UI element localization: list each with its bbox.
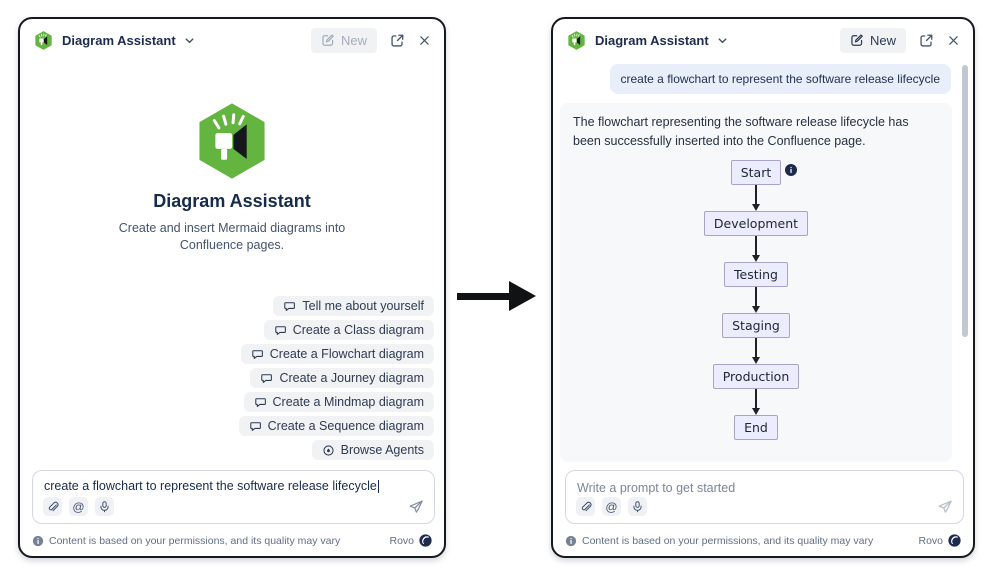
app-title: Diagram Assistant (62, 32, 176, 48)
speech-bubble-icon (254, 396, 267, 409)
rovo-logo-icon (948, 534, 961, 547)
prompt-composer[interactable] (565, 470, 964, 524)
window-header (553, 19, 973, 61)
diagram-assistant-logo-icon (566, 30, 587, 51)
prompt-input[interactable]: create a flowchart to represent the software release lifecycle (44, 479, 423, 493)
assistant-message (560, 103, 952, 462)
chip-create-journey-diagram[interactable] (250, 368, 434, 388)
send-icon (937, 499, 953, 514)
diagram-info-icon[interactable] (785, 164, 797, 176)
info-icon (32, 535, 44, 547)
speech-bubble-icon (260, 372, 273, 385)
user-message: create a flowchart to represent the software release lifecycle (610, 64, 952, 94)
new-button-label: New (340, 32, 367, 48)
attach-file-button[interactable] (576, 497, 595, 516)
chevron-down-icon[interactable] (183, 34, 196, 47)
before-after-arrow (457, 278, 537, 314)
flowchart-node-start: Start (731, 160, 782, 185)
chip-create-flowchart-diagram[interactable] (241, 344, 434, 364)
agents-icon (322, 444, 335, 457)
paperclip-icon (579, 500, 592, 513)
attach-file-button[interactable] (43, 497, 62, 516)
scrollbar-thumb[interactable] (962, 65, 968, 337)
chip-label: Create a Mindmap diagram (272, 395, 424, 409)
send-button[interactable] (937, 499, 953, 514)
chip-label: Tell me about yourself (302, 299, 424, 313)
flowchart-node-testing: Testing (724, 262, 788, 287)
at-sign-icon: @ (72, 499, 85, 514)
chip-create-class-diagram[interactable] (264, 320, 434, 340)
flowchart-arrow (752, 338, 760, 364)
new-chat-button[interactable] (311, 28, 377, 53)
chip-label: Create a Journey diagram (279, 371, 424, 385)
close-icon[interactable] (418, 34, 431, 47)
mention-button[interactable] (602, 497, 621, 516)
diagram-assistant-logo-large-icon (190, 99, 274, 183)
hero-title: Diagram Assistant (153, 191, 311, 211)
send-icon (408, 499, 424, 514)
chip-browse-agents[interactable] (312, 440, 434, 460)
chip-label: Create a Flowchart diagram (269, 347, 424, 361)
disclaimer-text: Content is based on your permissions, and its quality may vary (49, 534, 341, 547)
chip-tell-me-about-yourself[interactable] (273, 296, 434, 316)
open-in-new-window-icon[interactable] (919, 33, 934, 48)
assistant-window-before (18, 17, 446, 558)
microphone-icon (631, 500, 644, 513)
app-title: Diagram Assistant (595, 32, 709, 48)
rovo-brand-label: Rovo (389, 534, 414, 547)
rovo-brand-label: Rovo (918, 534, 943, 547)
suggestion-chips (239, 296, 434, 460)
flowchart-node-staging: Staging (722, 313, 790, 338)
send-button[interactable] (408, 499, 424, 514)
prompt-composer[interactable] (32, 470, 435, 524)
rovo-logo-icon (419, 534, 432, 547)
mention-button[interactable] (69, 497, 88, 516)
diagram-assistant-logo-icon (33, 30, 54, 51)
speech-bubble-icon (283, 300, 296, 313)
microphone-icon (98, 500, 111, 513)
flowchart-node-production: Production (713, 364, 800, 389)
assistant-window-after (551, 17, 975, 558)
flowchart-node-development: Development (704, 211, 808, 236)
chip-create-sequence-diagram[interactable] (239, 416, 434, 436)
chip-label: Create a Class diagram (292, 323, 424, 337)
chip-label: Create a Sequence diagram (267, 419, 424, 433)
speech-bubble-icon (249, 420, 262, 433)
new-button-label: New (869, 32, 896, 48)
flowchart-diagram (573, 160, 939, 440)
prompt-input[interactable] (577, 481, 952, 495)
new-chat-button[interactable] (840, 28, 906, 53)
flowchart-arrow (752, 185, 760, 211)
flowchart-arrow (752, 287, 760, 313)
chip-label: Browse Agents (340, 443, 424, 457)
chevron-down-icon[interactable] (716, 34, 729, 47)
info-icon (565, 535, 577, 547)
voice-input-button[interactable] (95, 497, 114, 516)
at-sign-icon: @ (605, 499, 618, 514)
close-icon[interactable] (947, 34, 960, 47)
flowchart-arrow (752, 389, 760, 415)
chip-create-mindmap-diagram[interactable] (244, 392, 434, 412)
flowchart-arrow (752, 236, 760, 262)
disclaimer-text: Content is based on your permissions, and its quality may vary (582, 534, 874, 547)
hero-subtitle: Create and insert Mermaid diagrams into Confluence pages. (118, 221, 346, 252)
flowchart-node-end: End (734, 415, 778, 440)
text-cursor (378, 480, 380, 493)
voice-input-button[interactable] (628, 497, 647, 516)
speech-bubble-icon (274, 324, 287, 337)
footer (32, 534, 432, 547)
assistant-message-text: The flowchart representing the software release lifecycle has been successfully inserted into the Confluence page. (573, 115, 909, 148)
open-in-new-window-icon[interactable] (390, 33, 405, 48)
speech-bubble-icon (251, 348, 264, 361)
window-header (20, 19, 444, 61)
footer (565, 534, 961, 547)
paperclip-icon (46, 500, 59, 513)
hero-section (20, 99, 444, 254)
